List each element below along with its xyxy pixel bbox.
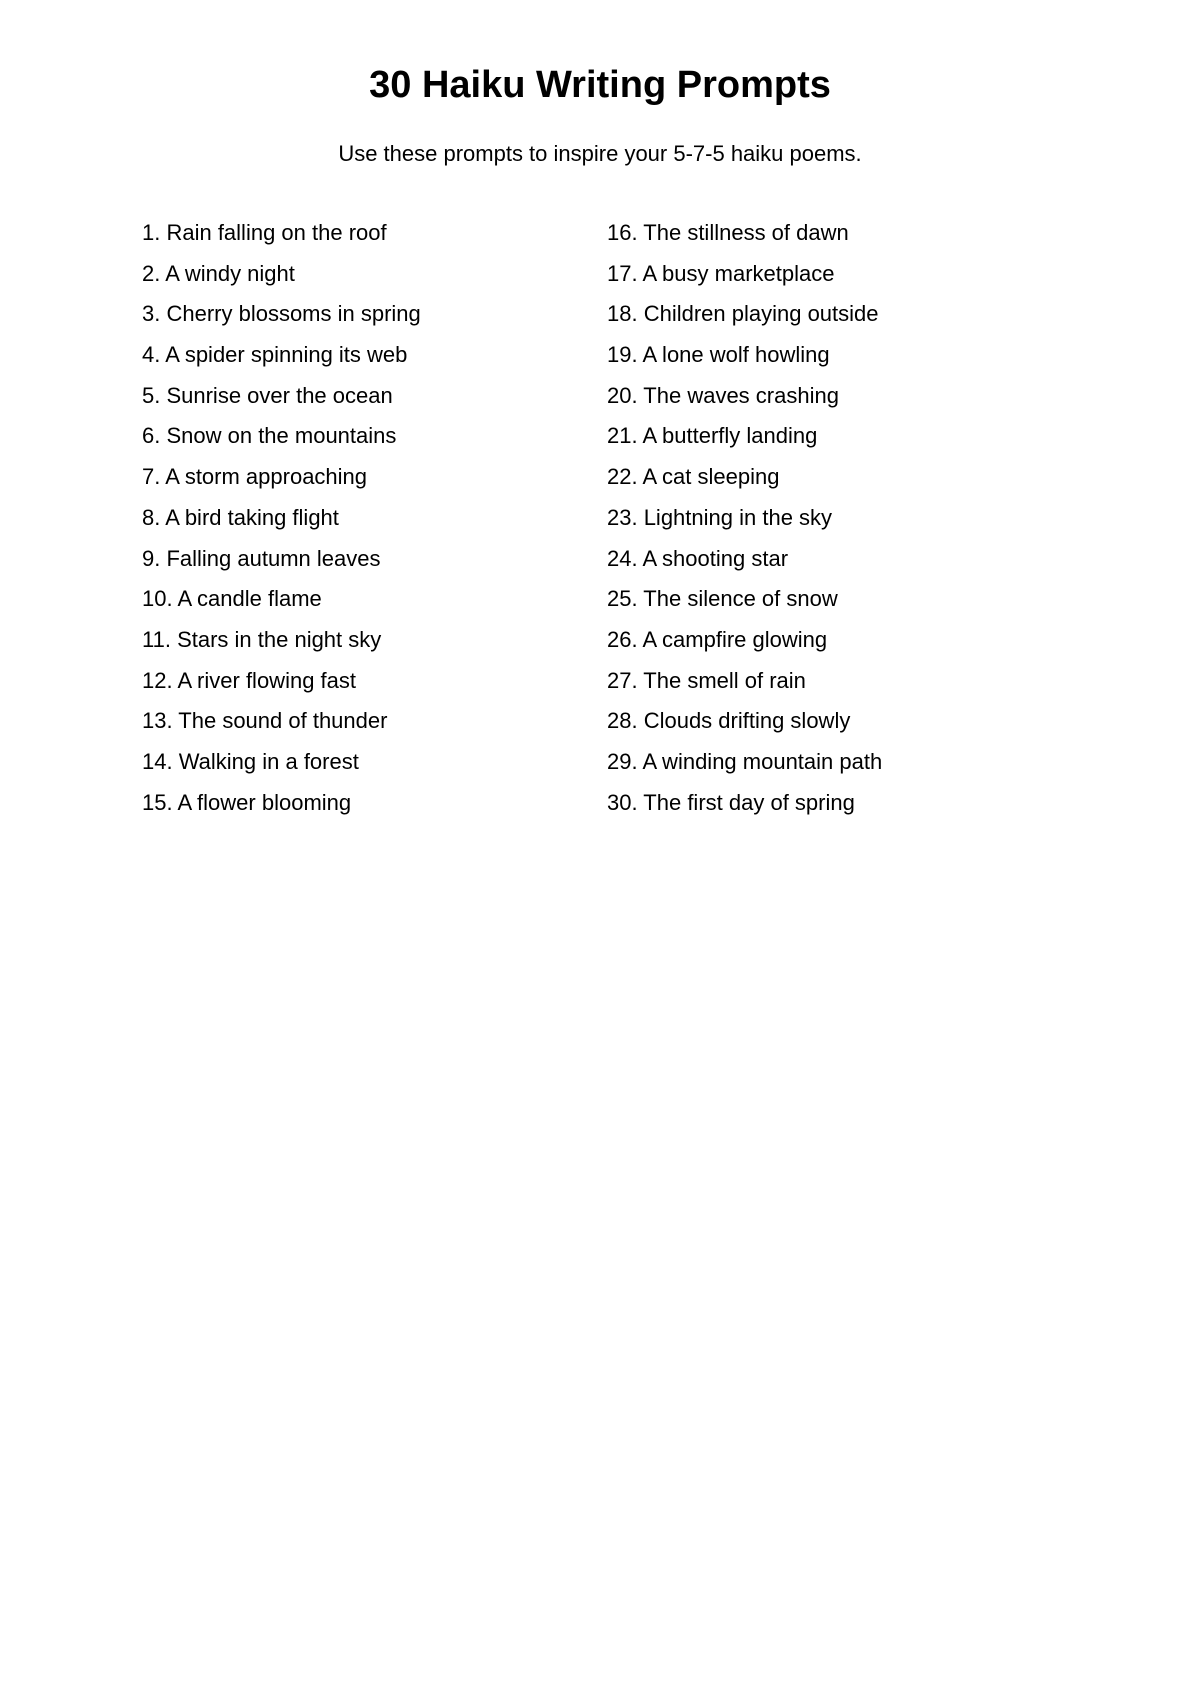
prompt-item: 4. A spider spinning its web (142, 342, 408, 368)
prompt-item: 29. A winding mountain path (607, 748, 883, 774)
prompt-item: 8. A bird taking flight (142, 504, 339, 530)
prompt-item: 27. The smell of rain (607, 667, 806, 693)
prompt-list-left (142, 220, 421, 830)
prompt-item: 17. A busy marketplace (607, 260, 835, 286)
prompt-item: 19. A lone wolf howling (607, 342, 830, 368)
prompt-item: 14. Walking in a forest (142, 748, 359, 774)
prompt-item: 22. A cat sleeping (607, 464, 780, 490)
prompt-item: 7. A storm approaching (142, 464, 368, 490)
prompt-item: 16. The stillness of dawn (607, 220, 849, 245)
prompt-item: 1. Rain falling on the roof (142, 220, 387, 245)
prompt-item: 13. The sound of thunder (142, 708, 388, 734)
prompt-item: 12. A river flowing fast (142, 667, 356, 693)
prompt-item: 26. A campfire glowing (607, 626, 828, 652)
prompt-item: 24. A shooting star (607, 545, 789, 571)
prompt-item: 11. Stars in the night sky (142, 626, 382, 652)
prompt-item: 2. A windy night (142, 260, 295, 286)
prompt-item: 20. The waves crashing (607, 382, 839, 408)
prompt-item: 18. Children playing outside (607, 301, 879, 327)
prompt-item: 21. A butterfly landing (607, 423, 818, 449)
prompt-item: 3. Cherry blossoms in spring (142, 301, 421, 327)
prompt-item: 30. The first day of spring (607, 789, 855, 815)
prompt-item: 5. Sunrise over the ocean (142, 382, 393, 408)
prompt-item: 10. A candle flame (142, 586, 322, 612)
prompt-item: 23. Lightning in the sky (607, 504, 833, 530)
page-title: 30 Haiku Writing Prompts (369, 64, 831, 106)
prompt-list-right (607, 220, 882, 830)
prompt-item: 28. Clouds drifting slowly (607, 708, 851, 734)
prompt-item: 25. The silence of snow (607, 586, 838, 612)
page-subtitle: Use these prompts to inspire your 5-7-5 haiku poems. (338, 141, 862, 166)
prompt-item: 15. A flower blooming (142, 789, 352, 815)
prompt-item: 6. Snow on the mountains (142, 423, 397, 449)
prompt-item: 9. Falling autumn leaves (142, 545, 381, 571)
